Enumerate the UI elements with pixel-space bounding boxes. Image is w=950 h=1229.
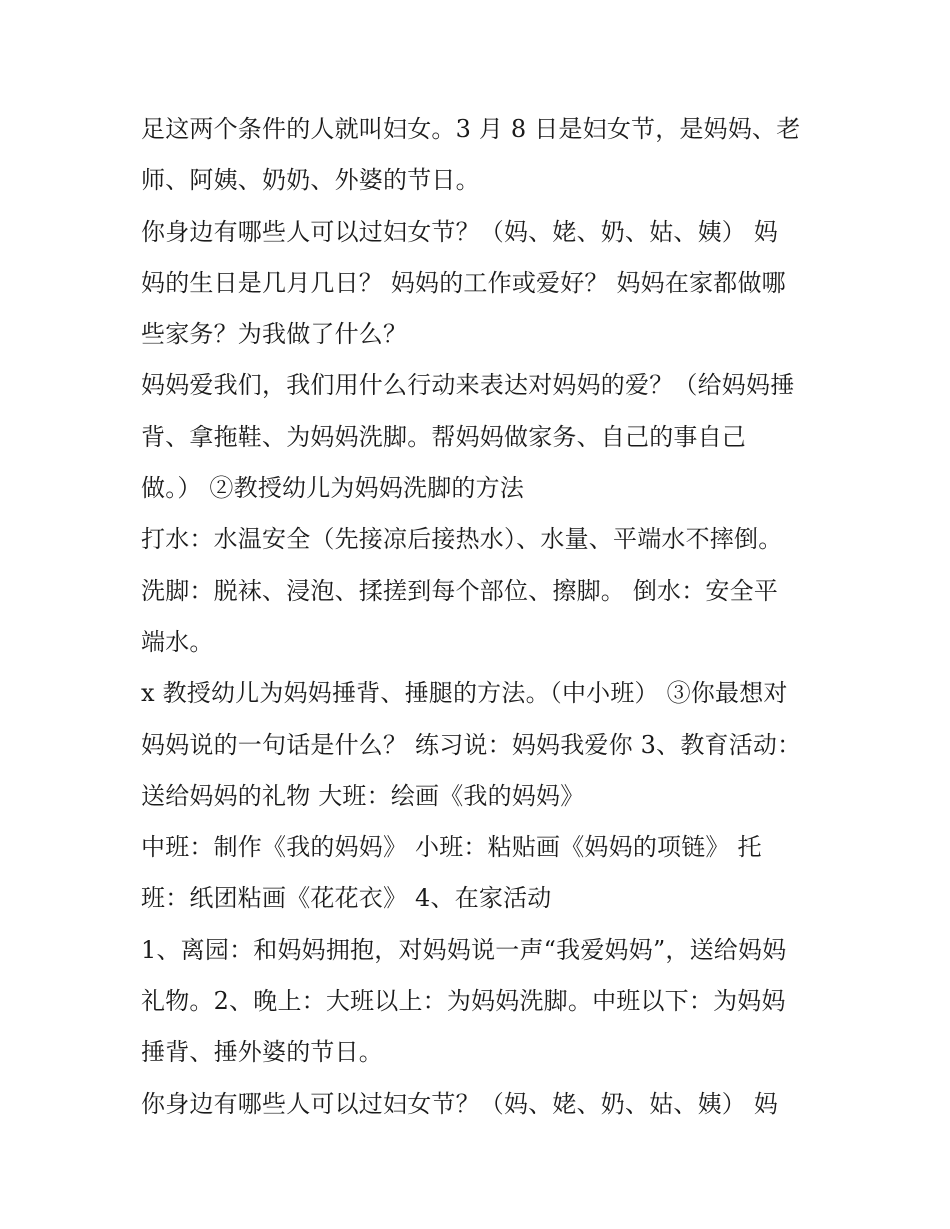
text-line: 师、阿姨、奶奶、外婆的节日。 — [141, 166, 480, 195]
text-line: 送给妈妈的礼物 大班：绘画《我的妈妈》 — [141, 781, 585, 810]
text-line: 妈妈说的一句话是什么？ 练习说：妈妈我爱你 3、教育活动： — [141, 730, 802, 759]
text-line: 背、拿拖鞋、为妈妈洗脚。帮妈妈做家务、自己的事自己 — [141, 422, 746, 451]
text-line: 做。） ②教授幼儿为妈妈洗脚的方法 — [141, 474, 525, 503]
text-line: 端水。 — [141, 627, 214, 656]
text-line: 1、离园：和妈妈拥抱，对妈妈说一声“我爱妈妈”，送给妈妈 — [141, 935, 787, 964]
text-line: 你身边有哪些人可以过妇女节？（妈、姥、奶、姑、姨） 妈 — [141, 217, 779, 246]
text-line: x 教授幼儿为妈妈捶背、捶腿的方法。（中小班） ③你最想对 — [141, 679, 788, 708]
text-line: 你身边有哪些人可以过妇女节？（妈、姥、奶、姑、姨） 妈 — [141, 1089, 779, 1118]
text-line: 中班：制作《我的妈妈》 小班：粘贴画《妈妈的项链》 托 — [141, 833, 762, 862]
text-line: 班：纸团粘画《花花衣》 4、在家活动 — [141, 884, 552, 913]
text-line: 些家务？为我做了什么？ — [141, 320, 408, 349]
text-line: 足这两个条件的人就叫妇女。3 月 8 日是妇女节，是妈妈、老 — [141, 115, 801, 143]
text-line: 打水：水温安全（先接凉后接热水）、水量、平端水不摔倒。 — [141, 525, 783, 554]
text-line: 捶背、捶外婆的节日。 — [141, 1038, 383, 1067]
text-line: 礼物。2、晚上：大班以上：为妈妈洗脚。中班以下：为妈妈 — [141, 987, 786, 1016]
text-line: 妈妈爱我们，我们用什么行动来表达对妈妈的爱？（给妈妈捶 — [141, 371, 795, 400]
text-line: 妈的生日是几月几日？ 妈妈的工作或爱好？ 妈妈在家都做哪 — [141, 268, 786, 297]
text-line: 洗脚：脱袜、浸泡、揉搓到每个部位、擦脚。 倒水：安全平 — [141, 576, 779, 605]
document-text — [141, 104, 841, 1130]
